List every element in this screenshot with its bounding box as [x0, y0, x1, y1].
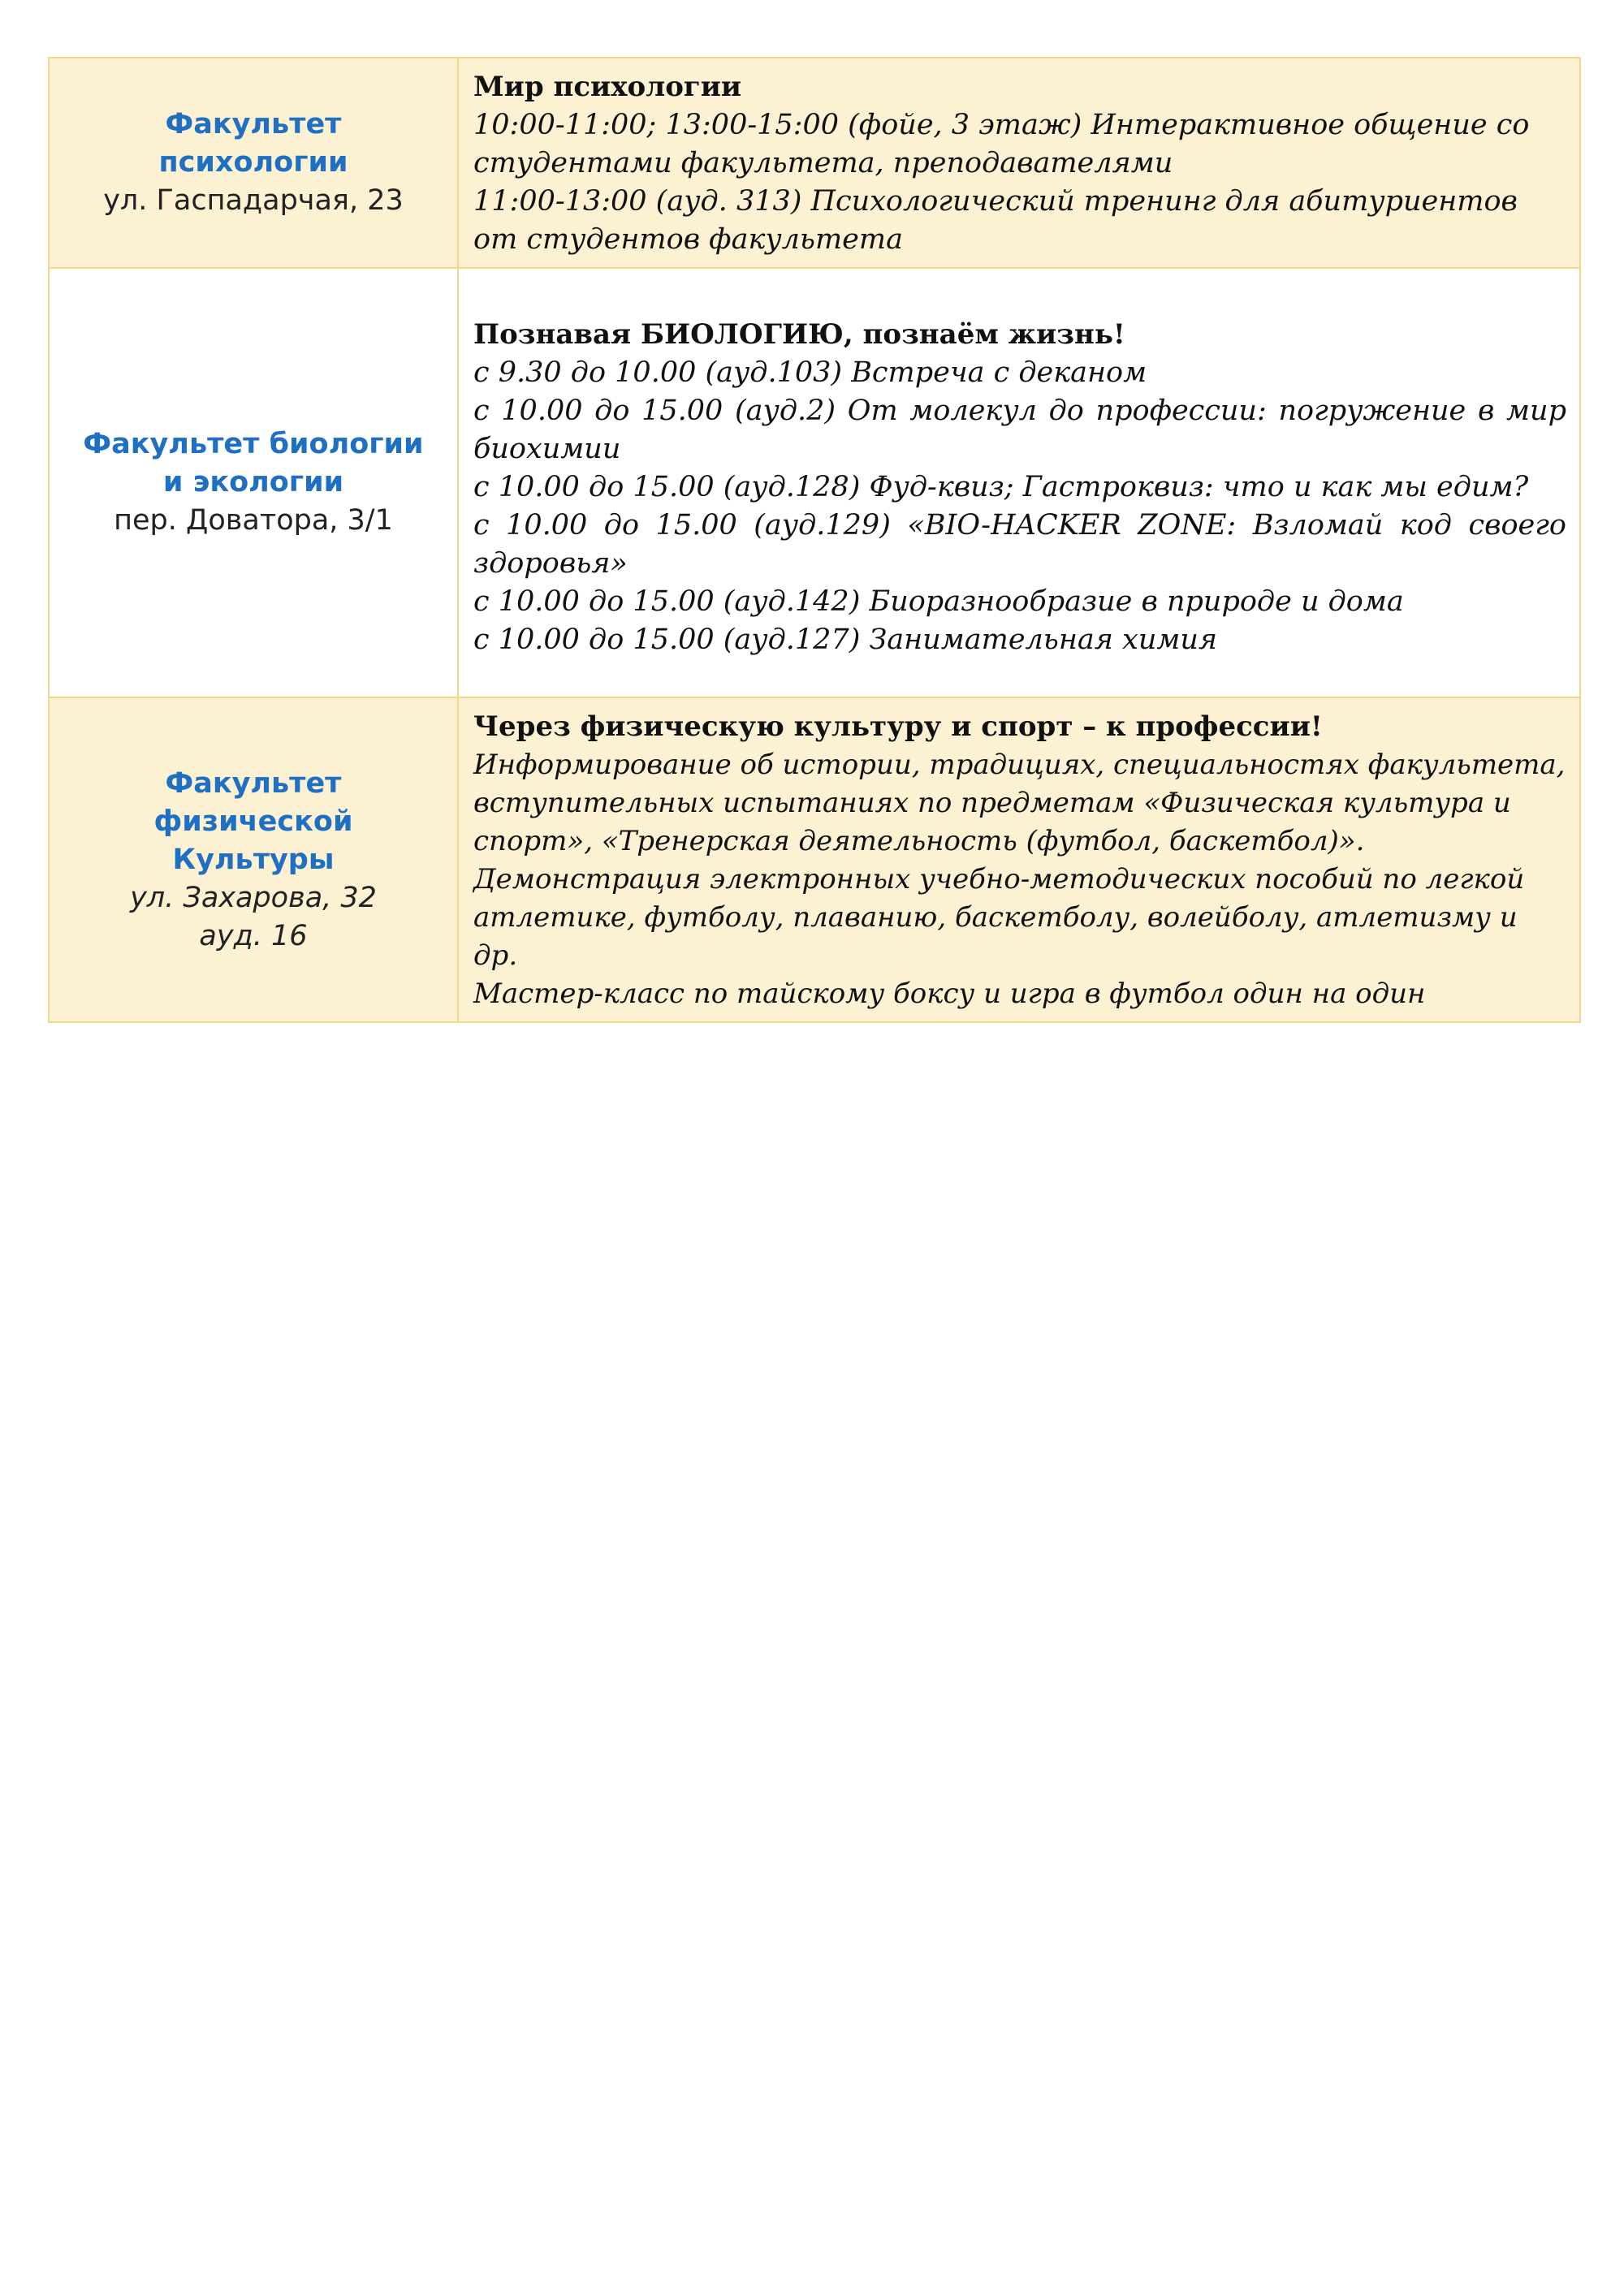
events-cell: [458, 58, 1580, 268]
faculty-name: физической: [153, 805, 353, 838]
faculty-name: Факультет биологии: [83, 428, 424, 460]
event-line: Мастер-класс по тайскому боксу и игра в футбол один на один: [473, 978, 1426, 1010]
table-row: [49, 58, 1580, 268]
faculty-cell: [49, 268, 458, 697]
table-row: [49, 268, 1580, 697]
faculty-cell: [49, 697, 458, 1022]
event-line: Информирование об истории, традициях, специальностях факультета, вступительных испытаниях по предметам «Физическая культура и спорт», «Тренерская деятельность (футбол, баскетбол)». Демонстрация электронных учебно-методических пособий по легкой атлетике, футболу, плаванию, баскетболу, волейболу, атлетизму и др.: [473, 749, 1566, 972]
faculty-name: и экологии: [162, 466, 344, 498]
event-title: Познавая БИОЛОГИЮ, познаём жизнь!: [473, 318, 1125, 351]
events-table: [48, 57, 1581, 1023]
faculty-room: ауд. 16: [199, 919, 308, 952]
faculty-name: Факультет: [165, 766, 342, 800]
faculty-address: пер. Доватора, 3/1: [114, 504, 393, 537]
event-title: Через физическую культуру и спорт – к профессии!: [473, 710, 1323, 743]
event-line: с 10.00 до 15.00 (ауд.142) Биоразнообразие в природе и дома: [473, 585, 1404, 618]
faculty-address: ул. Гаспадарчая, 23: [103, 184, 404, 217]
faculty-cell: [49, 58, 458, 268]
table-row: [49, 697, 1580, 1022]
event-title: Мир психологии: [473, 71, 742, 103]
faculty-name: Факультет: [165, 108, 342, 140]
event-line: с 10.00 до 15.00 (ауд.2) От молекул до профессии: погружение в мир биохимии: [473, 395, 1566, 465]
events-cell: [458, 697, 1580, 1022]
faculty-address: ул. Захарова, 32: [130, 881, 377, 914]
event-line: 11:00-13:00 (ауд. 313) Психологический тренинг для абитуриентов от студентов факультета: [473, 185, 1518, 256]
event-line: с 10.00 до 15.00 (ауд.129) «BIO-HACKER ZONE: Взломай код своего здоровья»: [473, 509, 1566, 580]
event-line: с 10.00 до 15.00 (ауд.127) Занимательная химия: [473, 624, 1218, 656]
event-line: 10:00-11:00; 13:00-15:00 (фойе, 3 этаж) Интерактивное общение со студентами факультета, преподавателями: [473, 109, 1530, 179]
events-cell: [458, 268, 1580, 697]
event-line: с 9.30 до 10.00 (ауд.103) Встреча с деканом: [473, 356, 1147, 389]
faculty-name: Культуры: [172, 843, 335, 876]
event-line: с 10.00 до 15.00 (ауд.128) Фуд-квиз; Гастроквиз: что и как мы едим?: [473, 471, 1529, 503]
faculty-name: психологии: [158, 146, 348, 179]
